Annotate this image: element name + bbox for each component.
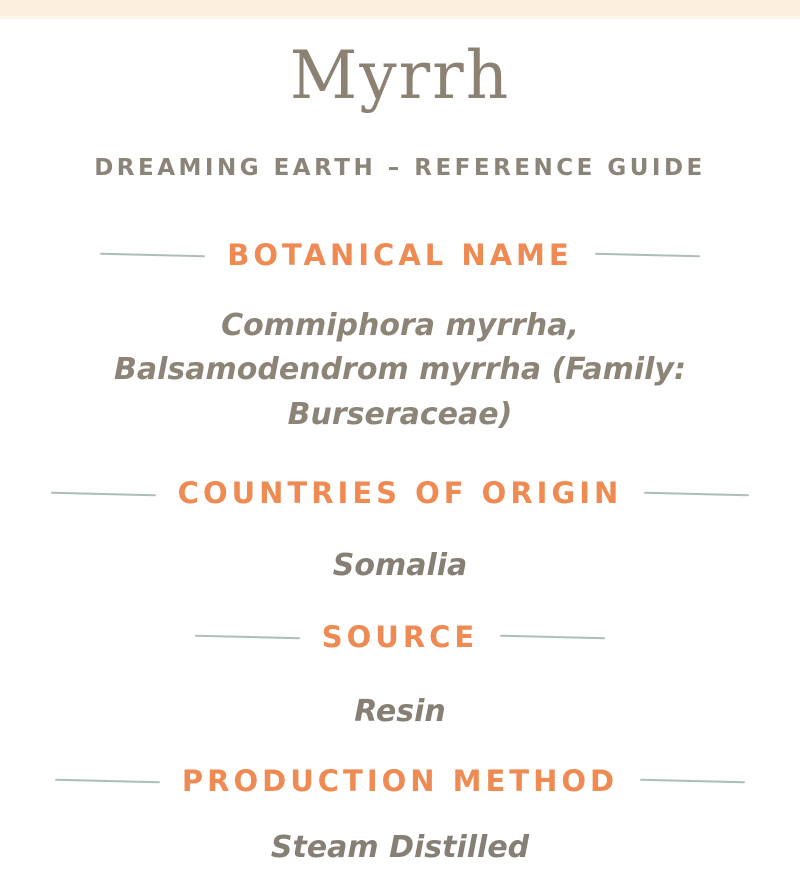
divider-line-right: [640, 779, 745, 784]
section-heading: PRODUCTION METHOD: [182, 765, 618, 798]
section-botanical-name: [0, 239, 800, 438]
section-production-method: [0, 765, 800, 870]
section-countries-of-origin: [0, 477, 800, 589]
divider-line-right: [644, 491, 749, 496]
divider-line-left: [100, 253, 205, 258]
section-heading: COUNTRIES OF ORIGIN: [178, 477, 623, 510]
section-value: Commiphora myrrha, Balsamodendrom myrrha (Family: Burseraceae): [70, 304, 730, 437]
section-value: Steam Distilled: [70, 826, 730, 870]
section-heading: SOURCE: [322, 621, 479, 654]
divider-line-right: [595, 253, 700, 258]
section-header: [0, 239, 800, 272]
divider-line-left: [195, 635, 300, 640]
section-value: Somalia: [70, 544, 730, 588]
top-banner: [0, 0, 800, 16]
top-banner-fade: [0, 16, 800, 19]
section-heading: BOTANICAL NAME: [227, 239, 572, 272]
divider-line-left: [51, 491, 156, 496]
divider-line-right: [500, 635, 605, 640]
divider-line-left: [55, 779, 160, 784]
section-header: [0, 765, 800, 798]
section-value: Resin: [70, 690, 730, 734]
section-header: [0, 477, 800, 510]
section-header: [0, 621, 800, 654]
section-source: [0, 621, 800, 735]
brand-subtitle: DREAMING EARTH – REFERENCE GUIDE: [0, 155, 800, 181]
page-title: Myrrh: [0, 41, 800, 110]
